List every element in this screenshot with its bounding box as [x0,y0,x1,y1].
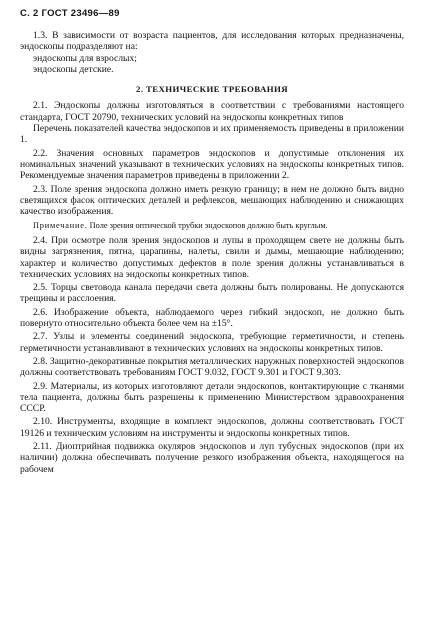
paragraph-2-1-b: Перечень показателей качества эндоскопов и их применяемость приведены в приложении 1. [20,123,404,146]
paragraph-2-1: 2.1. Эндоскопы должны изготовляться в соответствии с требованиями настоящего стандарта, ГОСТ 20790, технических условий на эндоскопы конкретных типов [20,100,404,123]
list-item-children: эндоскопы детские. [33,63,114,75]
paragraph-2-4: 2.4. При осмотре поля зрения эндоскопов и лупы в проходящем свете не должны быть видны загрязнения, пятна, царапины, налеты, свили и дымы, мешающие наблюдению; характер и количество допустимых дефектов в поле зрения должны устанавливаться в технических условиях на эндоскопы конкретных типов. [20,234,404,280]
paragraph-2-6: 2.6. Изображение объекта, наблюдаемого через гибкий эндоскоп, не должно быть повернуто относительно объекта более чем на ±15°. [20,306,404,330]
paragraph-2-5: 2.5. Торцы световода канала передачи света должны быть полированы. Не допускаются трещины и расслоения. [20,282,404,305]
section-title: 2. ТЕХНИЧЕСКИЕ ТРЕБОВАНИЯ [136,84,288,95]
note-label: Примечание. [33,221,88,231]
paragraph-1-3: 1.3. В зависимости от возраста пациентов, для исследования которых предназначены, эндоскопы подразделяют на: [20,30,404,53]
paragraph-2-2: 2.2. Значения основных параметров эндоскопов и допустимые отклонения их номинальных значений указывают в технических условиях на эндоскопы конкретных типов. Рекомендуемые значения параметров приведены в приложении 2. [20,147,404,182]
list-item-adults: эндоскопы для взрослых; [33,52,137,64]
note [20,221,404,232]
paragraph-2-8: 2.8. Защитно-декоративные покрытия металлических наружных поверхностей эндоскопов должны соответствовать требованиям ГОСТ 9.032, ГОСТ 9.301 и ГОСТ 9.303. [20,355,404,379]
paragraph-2-11: 2.11. Диоптрийная подвижка окуляров эндоскопов и луп тубусных эндоскопов (при их наличии) должна обеспечивать получение резкого изображения объекта, находящегося на рабочем [20,441,404,475]
paragraph-2-10: 2.10. Инструменты, входящие в комплект эндоскопов, должны соответствовать ГОСТ 19126 и техническим условиям на инструменты и эндоскопы конкретных типов. [20,416,404,439]
paragraph-2-7: 2.7. Узлы и элементы соединений эндоскопа, требующие герметичности, и степень герметичности устанавливают в технических условиях на эндоскопы конкретных типов. [20,331,404,354]
paragraph-2-3: 2.3. Поле зрения эндоскопа должно иметь резкую границу; в нем не должно быть видно светящихся фасок оптических деталей и рефлексов, мешающих наблюдению и снижающих качество изображения. [20,183,404,218]
document-body [20,30,404,475]
note-text: Поле зрения оптической трубки эндоскопов должно быть круглым. [87,221,328,231]
paragraph-2-9: 2.9. Материалы, из которых изготовляют детали эндоскопов, контактирующие с тканями тела пациента, должны быть разрешены к применению Министерством здравоохранения СССР. [20,380,404,415]
page-header: С. 2 ГОСТ 23496—89 [20,8,120,19]
